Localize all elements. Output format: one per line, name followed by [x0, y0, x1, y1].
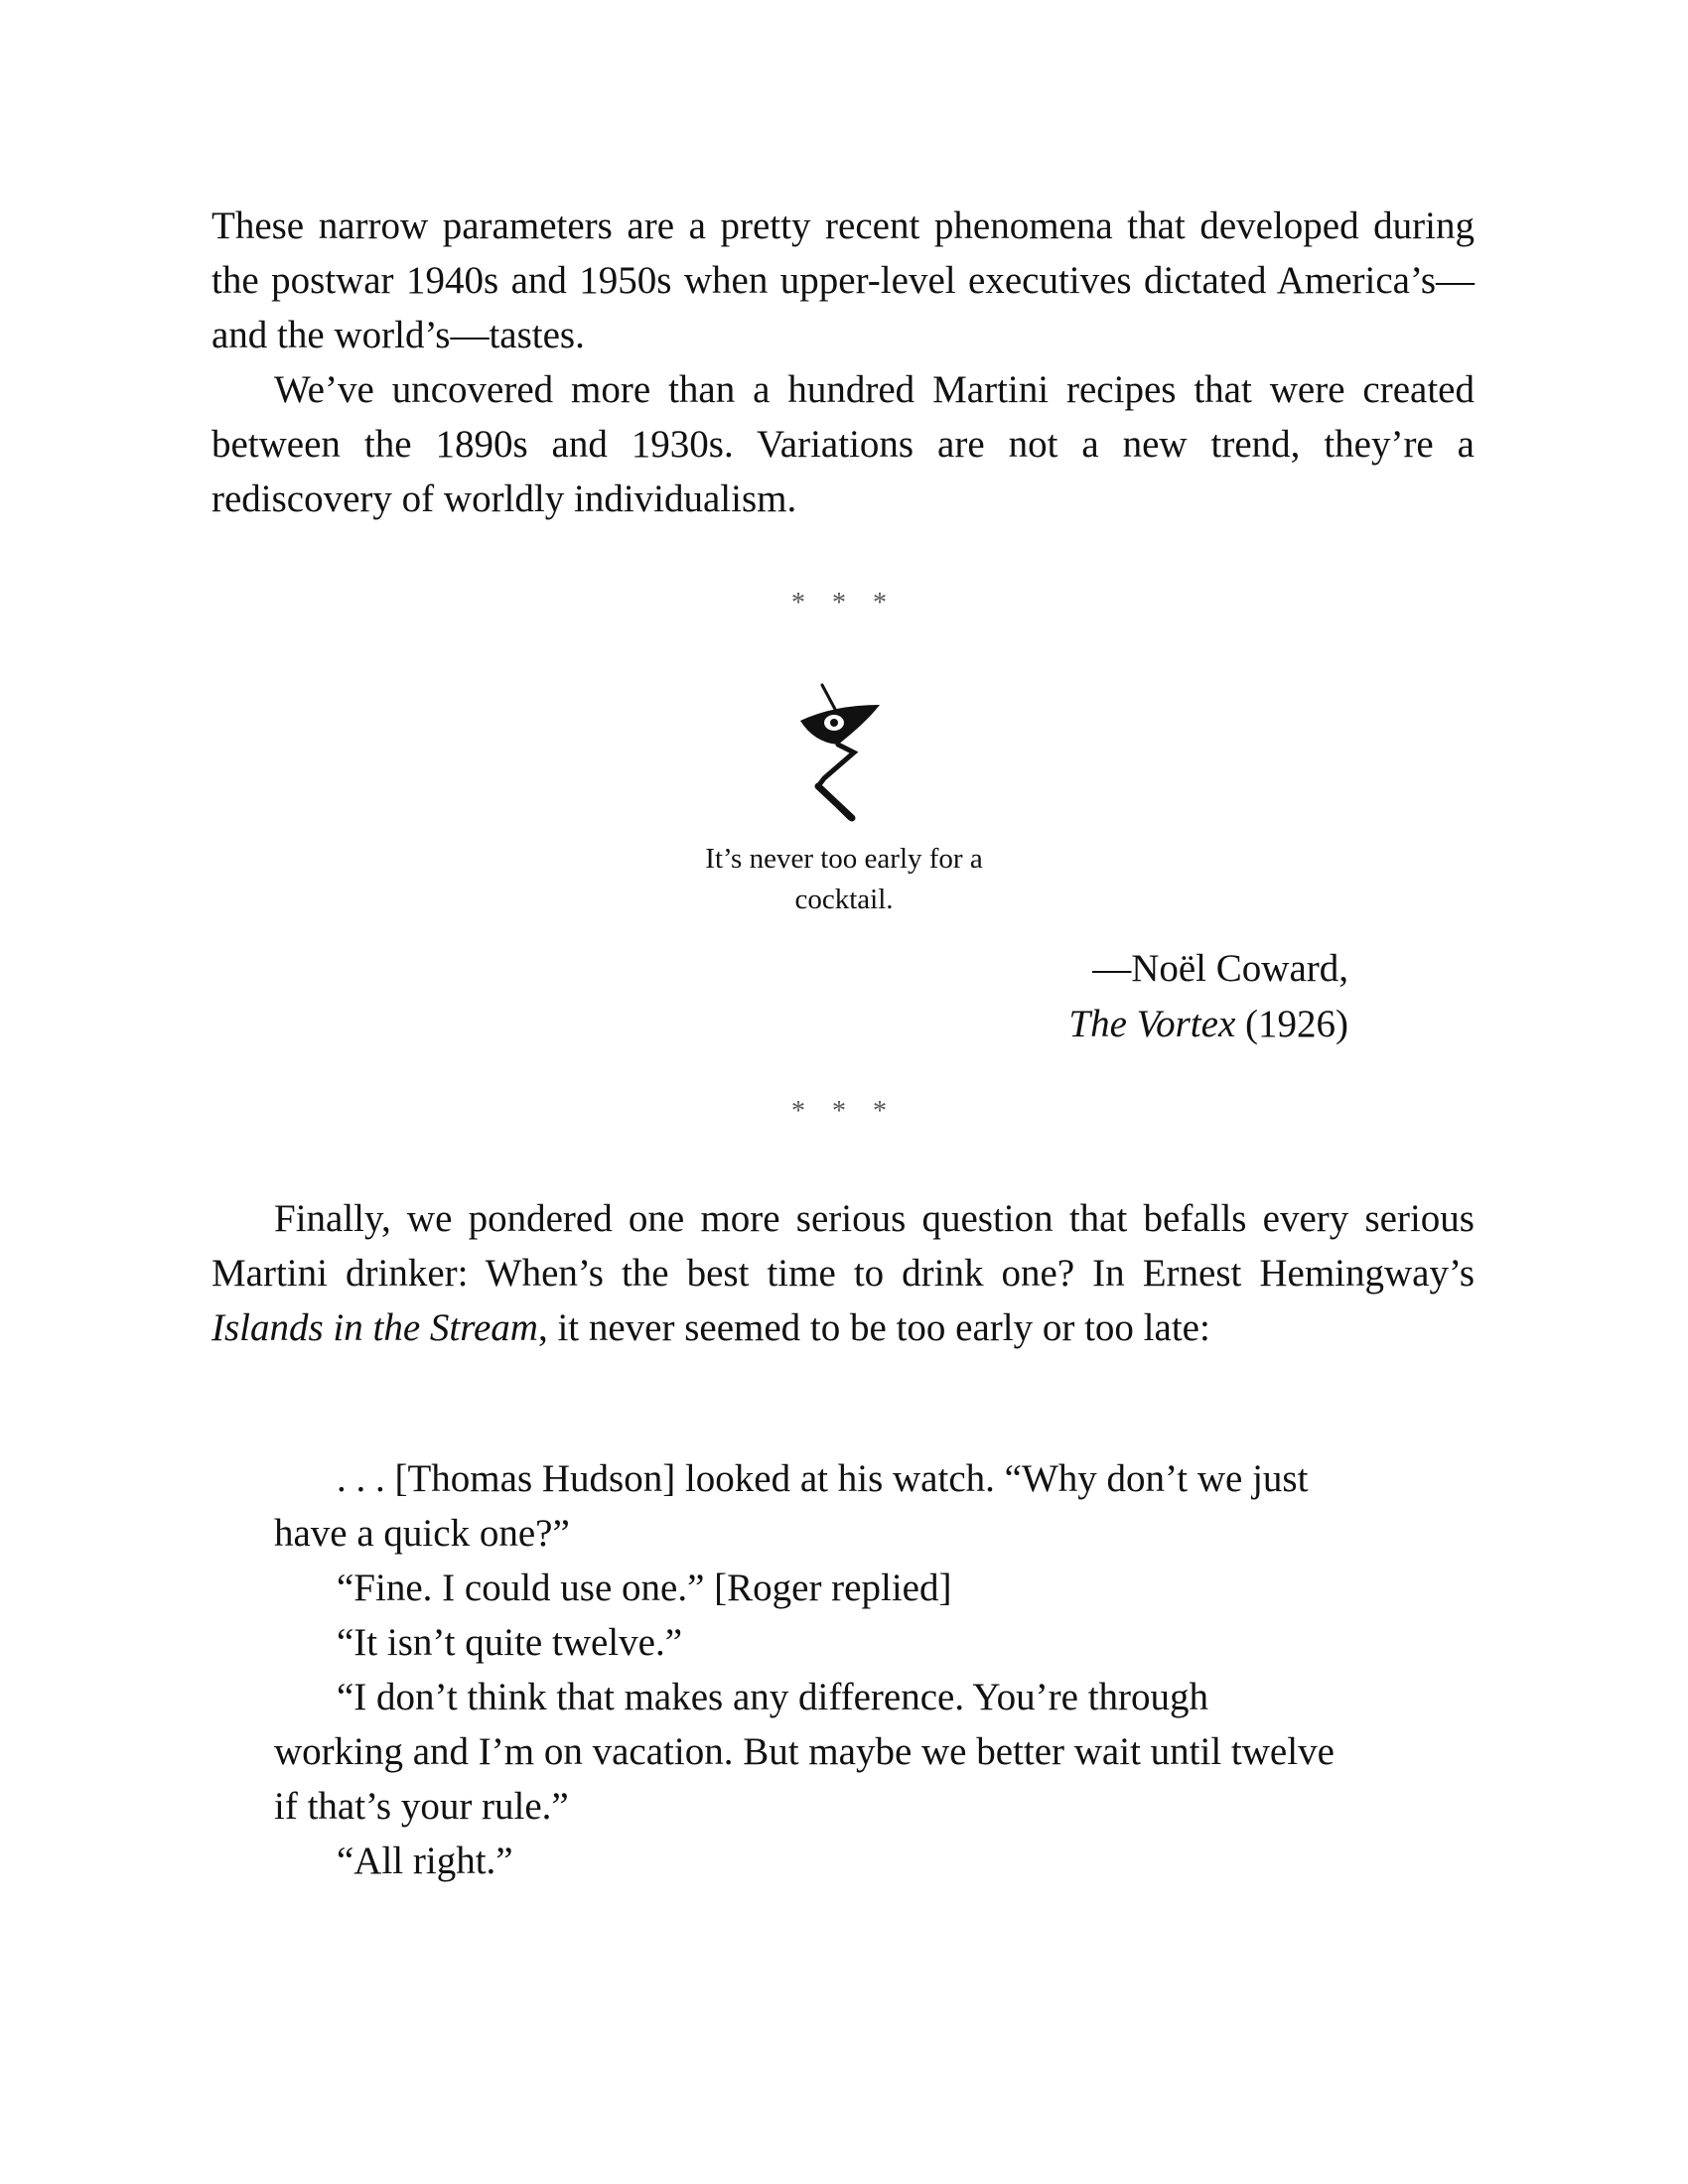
paragraph-1: These narrow parameters are a pretty recent phenomena that developed during the postwar 1940s and 1950s when upper-level executives dictated America’s—and the world’s—tastes. [211, 205, 1475, 356]
quote-line: . . . [Thomas Hudson] looked at his watch. “Why don’t we just [337, 1457, 1309, 1500]
section-separator-top: * * * [791, 588, 897, 618]
quote-line: “Fine. I could use one.” [Roger replied] [337, 1567, 952, 1609]
paragraph-3-after: , it never seemed to be too early or too late: [537, 1306, 1210, 1349]
quote-paragraph-3 [274, 1615, 1466, 1670]
paragraph-3-before: Finally, we pondered one more serious question that befalls every serious Martini drinker: When’s the best time to drink one? In Ernest Hemingway’s [211, 1197, 1475, 1295]
paragraph-2: We’ve uncovered more than a hundred Martini recipes that were created between the 1890s and 1930s. Variations are not a new trend, they’re a rediscovery of worldly individualism. [211, 368, 1475, 520]
section-separator-bottom: * * * [791, 1096, 897, 1127]
quote-line: if that’s your rule.” [274, 1785, 569, 1828]
quote-paragraph-2 [274, 1561, 1466, 1615]
paragraph-3 [211, 1191, 1475, 1355]
quote-line: have a quick one?” [274, 1512, 570, 1555]
martini-glass-icon [794, 683, 894, 822]
block-quote [274, 1451, 1466, 1888]
quote-line: “I don’t think that makes any difference. You’re through [337, 1676, 1209, 1718]
book-title-islands: Islands in the Stream [211, 1306, 538, 1349]
epigraph-attribution [852, 941, 1348, 1052]
quote-paragraph-5 [274, 1834, 1466, 1888]
attribution-year: (1926) [1245, 1003, 1348, 1045]
quote-paragraph-1 [274, 1451, 1466, 1561]
attribution-source [852, 997, 1348, 1052]
opening-text-block [211, 199, 1475, 526]
attribution-title: The Vortex [1068, 1003, 1236, 1045]
epigraph [645, 839, 1043, 920]
quote-line: “It isn’t quite twelve.” [337, 1621, 683, 1664]
attribution-author: —Noël Coward, [1092, 947, 1348, 990]
quote-line: “All right.” [337, 1840, 513, 1882]
epigraph-line-2: cocktail. [794, 884, 894, 915]
closing-text-block [211, 1191, 1475, 1355]
quote-paragraph-4 [274, 1670, 1466, 1834]
quote-line: working and I’m on vacation. But maybe we better wait until twelve [274, 1730, 1335, 1773]
epigraph-line-1: It’s never too early for a [705, 843, 983, 875]
